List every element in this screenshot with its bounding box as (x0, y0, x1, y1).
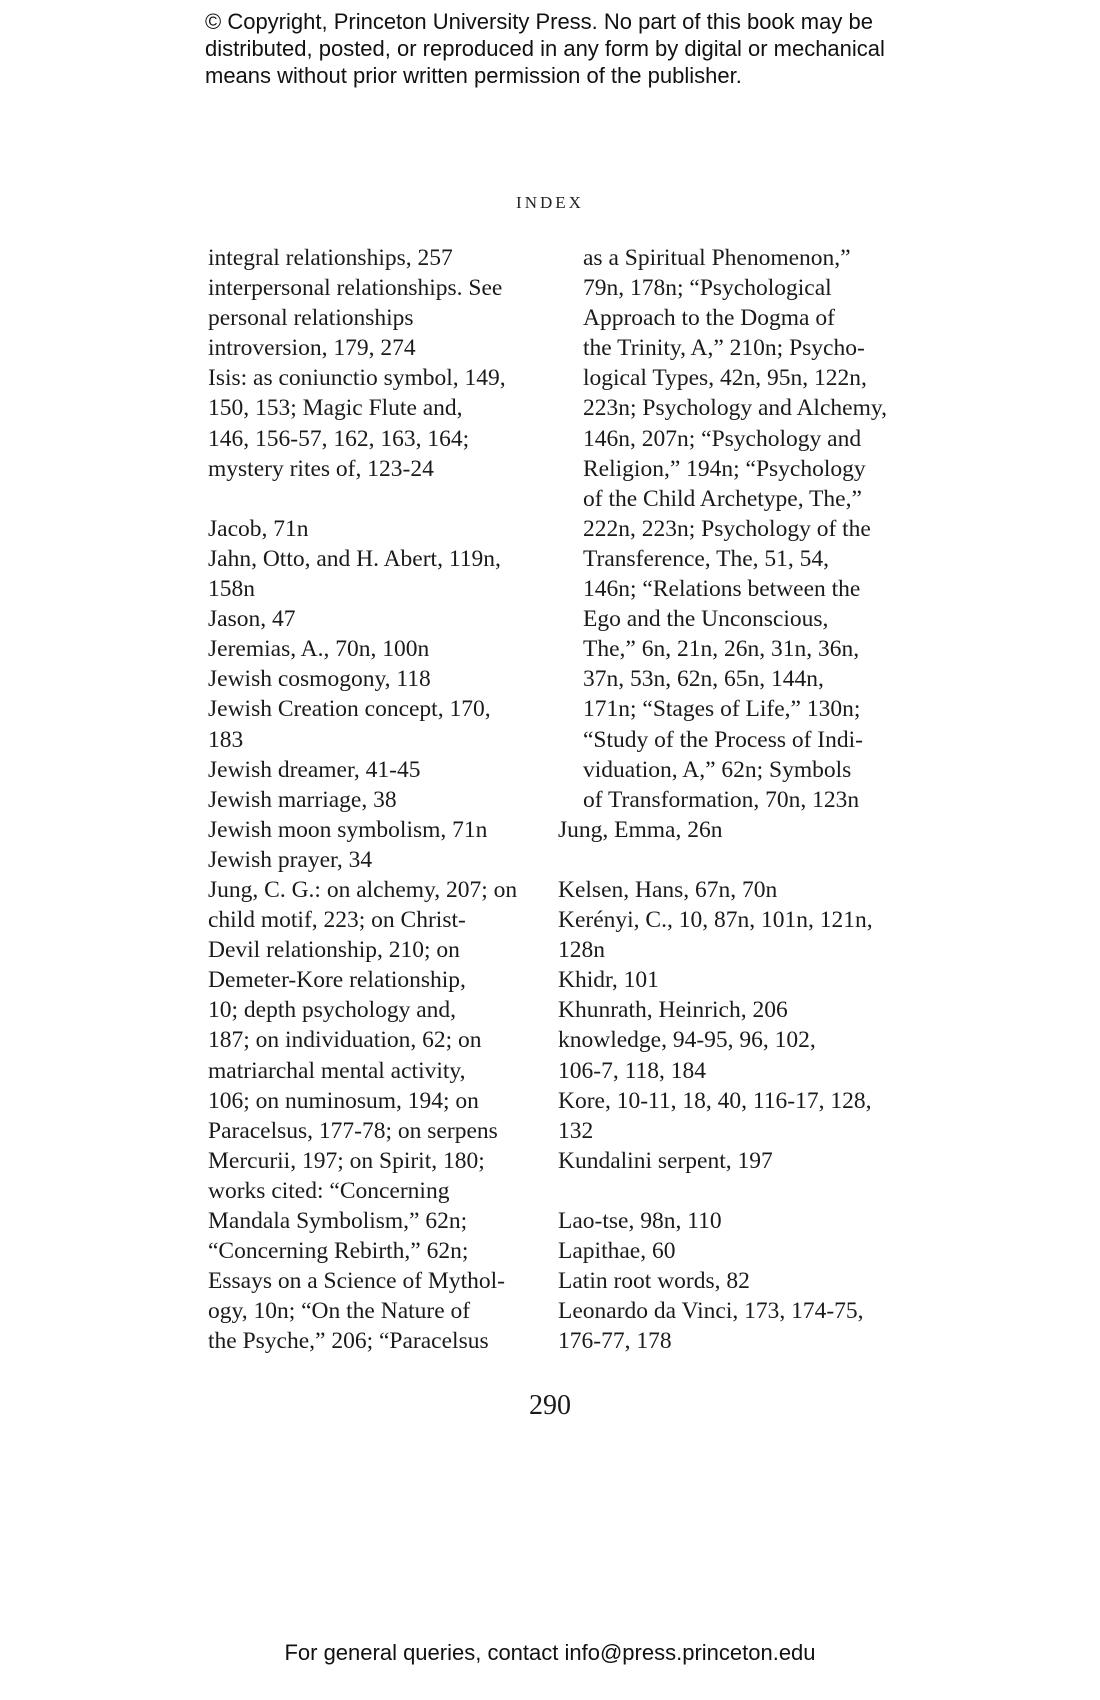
index-entry (208, 845, 538, 875)
index-letter-gap (208, 484, 538, 514)
copyright-line: distributed, posted, or reproduced in any form by digital or mechanical (205, 36, 885, 61)
index-entry (558, 1296, 903, 1356)
index-entry-line: 79n, 178n; “Psychological (583, 275, 832, 302)
index-entry (558, 1206, 903, 1236)
index-entry-line: 146n, 207n; “Psychology and (583, 425, 862, 452)
index-entry-line: the Psyche,” 206; “Paracelsus (208, 1328, 489, 1355)
index-entry (208, 514, 538, 544)
index-entry-line: personal relationships (208, 305, 414, 332)
index-entry-line: 146, 156-57, 162, 163, 164; (208, 425, 470, 452)
index-entry-line: Kerényi, C., 10, 87n, 101n, 121n, (558, 907, 873, 934)
index-entry (208, 243, 538, 273)
index-entry-line: 171n; “Stages of Life,” 130n; (583, 696, 861, 723)
index-entry-line: Leonardo da Vinci, 173, 174-75, (558, 1298, 864, 1325)
page-number: 290 (529, 1390, 571, 1421)
index-entry-line: as a Spiritual Phenomenon,” (583, 245, 851, 271)
index-entry-line: Jeremias, A., 70n, 100n (208, 636, 430, 663)
index-entry-line: Kelsen, Hans, 67n, 70n (558, 876, 778, 903)
copyright-notice (205, 8, 925, 89)
index-entry-line: 132 (558, 1117, 594, 1144)
index-entry-line: 146n; “Relations between the (583, 576, 861, 603)
index-entry-line: Kore, 10-11, 18, 40, 116-17, 128, (558, 1087, 872, 1114)
index-entry (558, 1146, 903, 1176)
index-entry-line: Kundalini serpent, 197 (558, 1147, 773, 1174)
index-entry-line: Jewish Creation concept, 170, (208, 696, 491, 723)
index-entry-line: Jung, C. G.: on alchemy, 207; on (208, 876, 518, 903)
index-entry-line: Jewish prayer, 34 (208, 846, 373, 873)
index-entry (558, 875, 903, 905)
index-entry-line: works cited: “Concerning (208, 1177, 450, 1204)
index-entry-line: 223n; Psychology and Alchemy, (583, 395, 887, 422)
index-entry (558, 243, 903, 815)
index-entry-line: Devil relationship, 210; on (208, 937, 460, 964)
index-entry (208, 604, 538, 634)
index-entry-line: child motif, 223; on Christ- (208, 907, 466, 934)
index-entry (208, 273, 538, 333)
index-entry-line: knowledge, 94-95, 96, 102, (558, 1027, 816, 1054)
index-entry (208, 875, 538, 1357)
index-entry-line: 37n, 53n, 62n, 65n, 144n, (583, 666, 824, 693)
index-entry-line: ogy, 10n; “On the Nature of (208, 1298, 471, 1325)
index-entry-line: Mercurii, 197; on Spirit, 180; (208, 1147, 485, 1174)
index-entry-line: logical Types, 42n, 95n, 122n, (583, 365, 867, 392)
index-entry-line: Approach to the Dogma of (583, 305, 835, 332)
index-entry (558, 1086, 903, 1146)
index-entry-line: Mandala Symbolism,” 62n; (208, 1208, 468, 1234)
index-entry (208, 333, 538, 363)
running-head: INDEX (516, 193, 584, 212)
index-entry (558, 815, 903, 845)
index-entry-line: Transference, The, 51, 54, (583, 545, 830, 572)
index-entry-line: 10; depth psychology and, (208, 997, 457, 1024)
index-entry-line: of Transformation, 70n, 123n (583, 786, 860, 813)
index-entry-line: the Trinity, A,” 210n; Psycho- (583, 335, 865, 362)
index-entry-line: 128n (558, 937, 605, 964)
index-entry-line: Religion,” 194n; “Psychology (583, 455, 866, 482)
copyright-line: © Copyright, Princeton University Press. No part of this book may be (205, 9, 873, 34)
index-entry-line: Lao-tse, 98n, 110 (558, 1208, 722, 1234)
index-entry-line: of the Child Archetype, The,” (583, 485, 862, 512)
index-entry-line: Jahn, Otto, and H. Abert, 119n, (208, 545, 501, 572)
index-entry (558, 1025, 903, 1085)
index-entry-line: interpersonal relationships. See (208, 275, 503, 302)
index-entry-line: Demeter-Kore relationship, (208, 967, 466, 994)
index-entry-line: Isis: as coniunctio symbol, 149, (208, 365, 506, 392)
copyright-line: means without prior written permission of the publisher. (205, 63, 742, 88)
index-entry-line: Jewish dreamer, 41-45 (208, 756, 421, 783)
index-entry-line: 150, 153; Magic Flute and, (208, 395, 463, 422)
index-letter-gap (558, 1176, 903, 1206)
index-entry (208, 694, 538, 754)
index-column-left (208, 243, 538, 1356)
index-entry-line: Jason, 47 (208, 606, 296, 633)
index-entry-line: Ego and the Unconscious, (583, 606, 829, 633)
index-entry-line: Jacob, 71n (208, 515, 309, 542)
index-entry-line: Khunrath, Heinrich, 206 (558, 997, 788, 1024)
index-entry (558, 905, 903, 965)
index-entry-line: mystery rites of, 123-24 (208, 455, 434, 482)
footer-contact: For general queries, contact info@press.princeton.edu (284, 1640, 816, 1665)
index-entry-line: 106-7, 118, 184 (558, 1057, 706, 1084)
index-entry-line: Paracelsus, 177-78; on serpens (208, 1117, 498, 1144)
index-entry-line: Jewish cosmogony, 118 (208, 666, 431, 693)
index-entry (558, 995, 903, 1025)
index-entry (558, 1266, 903, 1296)
index-entry-line: “Concerning Rebirth,” 62n; (208, 1238, 469, 1265)
index-entry-line: 183 (208, 726, 244, 753)
index-letter-gap (558, 845, 903, 875)
index-entry (208, 785, 538, 815)
index-entry-line: viduation, A,” 62n; Symbols (583, 756, 852, 783)
index-entry-line: 222n, 223n; Psychology of the (583, 515, 871, 542)
index-entry (558, 1236, 903, 1266)
index-entry-line: Lapithae, 60 (558, 1238, 676, 1265)
index-entry-line: matriarchal mental activity, (208, 1057, 466, 1084)
index-entry (558, 965, 903, 995)
index-entry (208, 634, 538, 664)
index-entry-line: Khidr, 101 (558, 967, 659, 994)
index-entry (208, 544, 538, 604)
index-entry (208, 363, 538, 483)
index-entry-line: Jewish moon symbolism, 71n (208, 816, 488, 843)
index-entry (208, 664, 538, 694)
index-entry-line: “Study of the Process of Indi- (583, 726, 863, 753)
index-entry-line: Jung, Emma, 26n (558, 816, 723, 843)
index-entry-line: Essays on a Science of Mythol- (208, 1268, 505, 1295)
index-entry-line: Latin root words, 82 (558, 1268, 750, 1295)
index-entry-line: integral relationships, 257 (208, 245, 453, 271)
index-entry (208, 815, 538, 845)
index-column-right (558, 243, 903, 1356)
index-entry-line: 176-77, 178 (558, 1328, 672, 1355)
index-entry-line: 187; on individuation, 62; on (208, 1027, 482, 1054)
index-entry-line: introversion, 179, 274 (208, 335, 416, 362)
index-entry (208, 755, 538, 785)
index-entry-line: Jewish marriage, 38 (208, 786, 397, 813)
index-entry-line: 158n (208, 576, 255, 603)
index-entry-line: The,” 6n, 21n, 26n, 31n, 36n, (583, 636, 860, 663)
index-entry-line: 106; on numinosum, 194; on (208, 1087, 479, 1114)
